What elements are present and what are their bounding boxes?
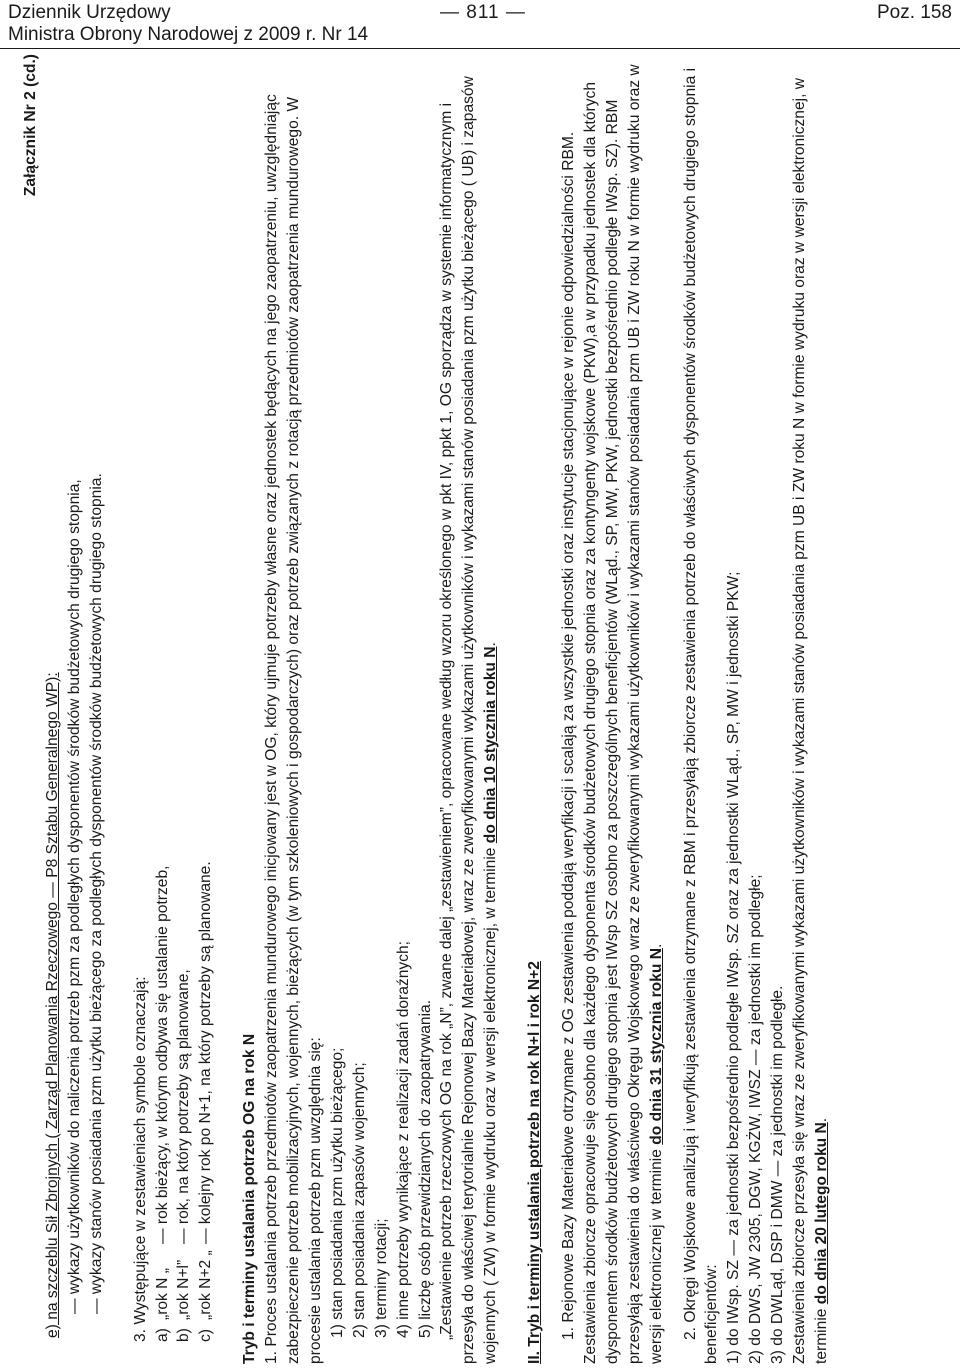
- tryb-list-item: 2) stan posiadania zapasów wojennych;: [350, 1062, 368, 1338]
- section-e-heading: e) na szczeblu Sił Zbrojnych ( Zarząd Planowania Rzeczowego — P8 Sztabu Generalnego WP):: [43, 672, 61, 1338]
- section-ii-list-item: 3) do DWLąd, DSP i DMW — za jednostki im podległe.: [769, 985, 787, 1364]
- section-ii-para1: 1. Rejonowe Bazy Materiałowe otrzymane z OG zestawienia poddają weryfikacji i scalają za wszystkie jednostki oraz instytucje stacjonujące w rejonie odpowiedzialności RBM. Zestawienia zbiorcze opracowuje się osobno dla każdego dysponenta środków budżetowych drugiego stopnia oraz za kontyngenty wojskowe (PKW),a w przypadku jednostek dla których dysponentem środków budżetowych drugiego stopnia jest IWsp SZ osobno za poszczególnych beneficjentów (WLąd., SP, MW, PKW, jednostki bezpośrednio podległe IWsp. SZ). RBM przesyłają zestawienia do właściwego Okręgu Wojskowego wraz ze zweryfikowanymi wykazami użytkowników i wykazami stanów posiadania pzm UB i ZW roku N w formie wydruku oraz w wersji elektronicznej w terminie do dnia 31 stycznia roku N.: [560, 64, 665, 1364]
- section-ii-list-item: 2) do DWS, JW 2305, DGW, KGŻW, IWSZ — za jednostki im podległe;: [747, 874, 765, 1364]
- rotated-page-body: [20, 54, 950, 1364]
- tryb-list-item: 5) liczbę osób przewidzianych do zaopatrywania.: [416, 999, 434, 1338]
- section-ii-title: II. Tryb i terminy ustalania potrzeb na rok N+l i rok N+2: [526, 961, 544, 1364]
- tryb-list-item: 4) inne potrzeby wynikające z realizacji zadań doraźnych;: [394, 941, 412, 1338]
- deadline-20-feb: do dnia 20 lutego roku N: [813, 1122, 830, 1305]
- symbol-item: b)„rok N+l”— rok, na który potrzeby są planowane,: [175, 969, 193, 1342]
- deadline-31-jan: do dnia 31 stycznia roku N: [647, 948, 665, 1145]
- symbol-item: c)„rok N+2 „— kolejny rok po N+1, na który potrzeby są planowane.: [197, 861, 215, 1342]
- attachment-label: Załącznik Nr 2 (cd.): [22, 54, 39, 197]
- tryb-list-item: 3) terminy rotacji;: [372, 1218, 390, 1338]
- page-header: [0, 0, 960, 48]
- tryb-list-item: 1) stan posiadania pzm użytku bieżącego;: [328, 1047, 346, 1338]
- section-e-item: — wykazy stanów posiadania pzm użytku bieżącego za podległych dysponentów środków budżetowych drugiego stopnia.: [87, 473, 105, 1314]
- journal-title: Dziennik Urzędowy: [8, 2, 171, 23]
- section-tryb-title: Tryb i terminy ustalania potrzeb OG na rok N: [241, 1033, 259, 1364]
- section-ii-list-item: 1) do IWsp. SZ — za jednostki bezpośrednio podległe IWsp. SZ oraz za jednostki WLąd., SP, MW i jednostki PKW;: [725, 571, 743, 1364]
- section-tryb-para2: „Zestawienie potrzeb rzeczowych OG na rok „N”, zwane dalej „zestawieniem”, opracowane według wzoru określonego w pkt IV, ppkt 1, OG sporządza w systemie informatycznym i przesyła do właściwej terytorialnie Rejonowej Bazy Materiałowej, wraz ze zweryfikowanymi wykazami użytkowników i wykazami stanów posiadania pzm użytku bieżącego ( UB) i zapasów wojennych ( ZW) w formie wydruku oraz w wersji elektronicznej, w terminie do dnia 10 stycznia roku N.: [438, 76, 500, 1364]
- position-number: Poz. 158: [877, 2, 952, 23]
- ministry-line: Ministra Obrony Narodowej z 2009 r. Nr 14: [8, 24, 369, 45]
- section-ii-para2: 2. Okręgi Wojskowe analizują i weryfikują zestawienia otrzymane z RBM i przesyłają zbiorcze zestawienia potrzeb do właściwych dysponentów środków budżetowych drugiego stopnia i beneficjentów:: [681, 67, 721, 1364]
- section-tryb-para1: 1. Proces ustalania potrzeb przedmiotów zaopatrzenia mundurowego inicjowany jest w OG, który ujmuje potrzeby własne oraz jednostek będących na jego zaopatrzeniu, uwzględniając zabezpieczenie potrzeb mobilizacyjnych, wojennych, bieżących (w tym szkoleniowych i gospodarczych) oraz potrzeb związanych z rotacją przedmiotów zaopatrzenia mundurowego. W procesie ustalania potrzeb pzm uwzględnia się:: [263, 94, 324, 1364]
- section-ii-para3: Zestawienia zbiorcze przesyła się wraz ze zweryfikowanymi wykazami użytkowników i wykazami stanów posiadania pzm UB i ZW roku N w formie wydruku oraz w wersji elektronicznej, w terminie do dnia 20 lutego roku N.: [791, 77, 830, 1364]
- symbols-intro: 3. Występujące w zestawieniach symbole oznaczają:: [131, 976, 149, 1342]
- deadline-10-jan: do dnia 10 stycznia roku N: [482, 646, 500, 844]
- header-rule: [0, 48, 960, 49]
- symbol-item: a)„rok N „— rok bieżący, w którym odbywa się ustalanie potrzeb,: [153, 865, 171, 1342]
- section-e-item: — wykazy użytkowników do naliczenia potrzeb pzm za podległych dysponentów środków budżetowych drugiego stopnia,: [65, 479, 83, 1314]
- page-number: — 811 —: [440, 2, 526, 23]
